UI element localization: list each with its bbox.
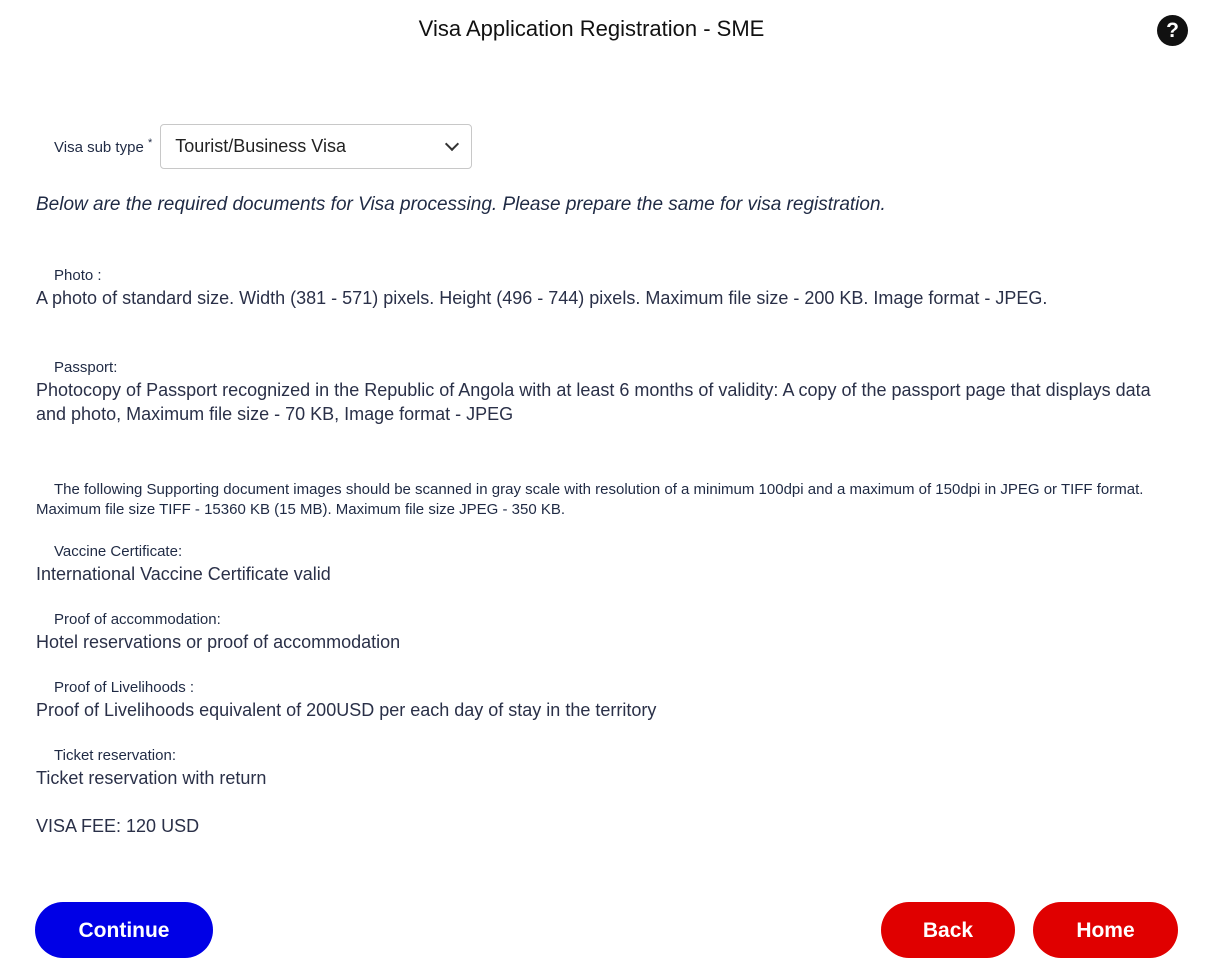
visa-subtype-selected-value: Tourist/Business Visa [175,136,346,156]
page-title: Visa Application Registration - SME [418,16,765,41]
photo-label: Photo : [54,267,102,284]
continue-button[interactable]: Continue [35,902,213,958]
ticket-reservation-description: Ticket reservation with return [36,768,267,788]
vaccine-certificate-label: Vaccine Certificate: [54,543,183,560]
required-documents-intro: Below are the required documents for Visa processing. Please prepare the same for visa registration. [36,194,886,215]
passport-description: Photocopy of Passport recognized in the Republic of Angola with at least 6 months of validity: A copy of the passport page that displays data and photo, Maximum file size - 70 KB, Image format - JPEG [36,380,1151,424]
visa-subtype-row [54,124,472,169]
livelihoods-description: Proof of Livelihoods equivalent of 200USD per each day of stay in the territory [36,700,657,720]
ticket-reservation-label: Ticket reservation: [54,747,176,764]
visa-subtype-label-text: Visa sub type [54,139,144,156]
passport-label: Passport: [54,359,118,376]
visa-subtype-select[interactable] [160,124,472,169]
visa-subtype-label [54,137,152,156]
livelihoods-label: Proof of Livelihoods : [54,679,195,696]
back-button[interactable]: Back [881,902,1015,958]
accommodation-description: Hotel reservations or proof of accommodation [36,632,401,652]
photo-description: A photo of standard size. Width (381 - 571) pixels. Height (496 - 744) pixels. Maximum file size - 200 KB. Image format - JPEG. [36,288,1048,308]
accommodation-label: Proof of accommodation: [54,611,221,628]
supporting-documents-note: The following Supporting document images should be scanned in gray scale with resolution of a minimum 100dpi and a maximum of 150dpi in JPEG or TIFF format. Maximum file size TIFF - 15360 KB (15 MB). Maximum file size JPEG - 350 KB. [36,481,1144,518]
visa-fee: VISA FEE: 120 USD [36,816,200,836]
chevron-down-icon [445,137,459,151]
home-button[interactable]: Home [1033,902,1178,958]
required-mark: * [147,137,153,149]
help-icon[interactable]: ? [1157,15,1188,46]
vaccine-certificate-description: International Vaccine Certificate valid [36,564,331,584]
